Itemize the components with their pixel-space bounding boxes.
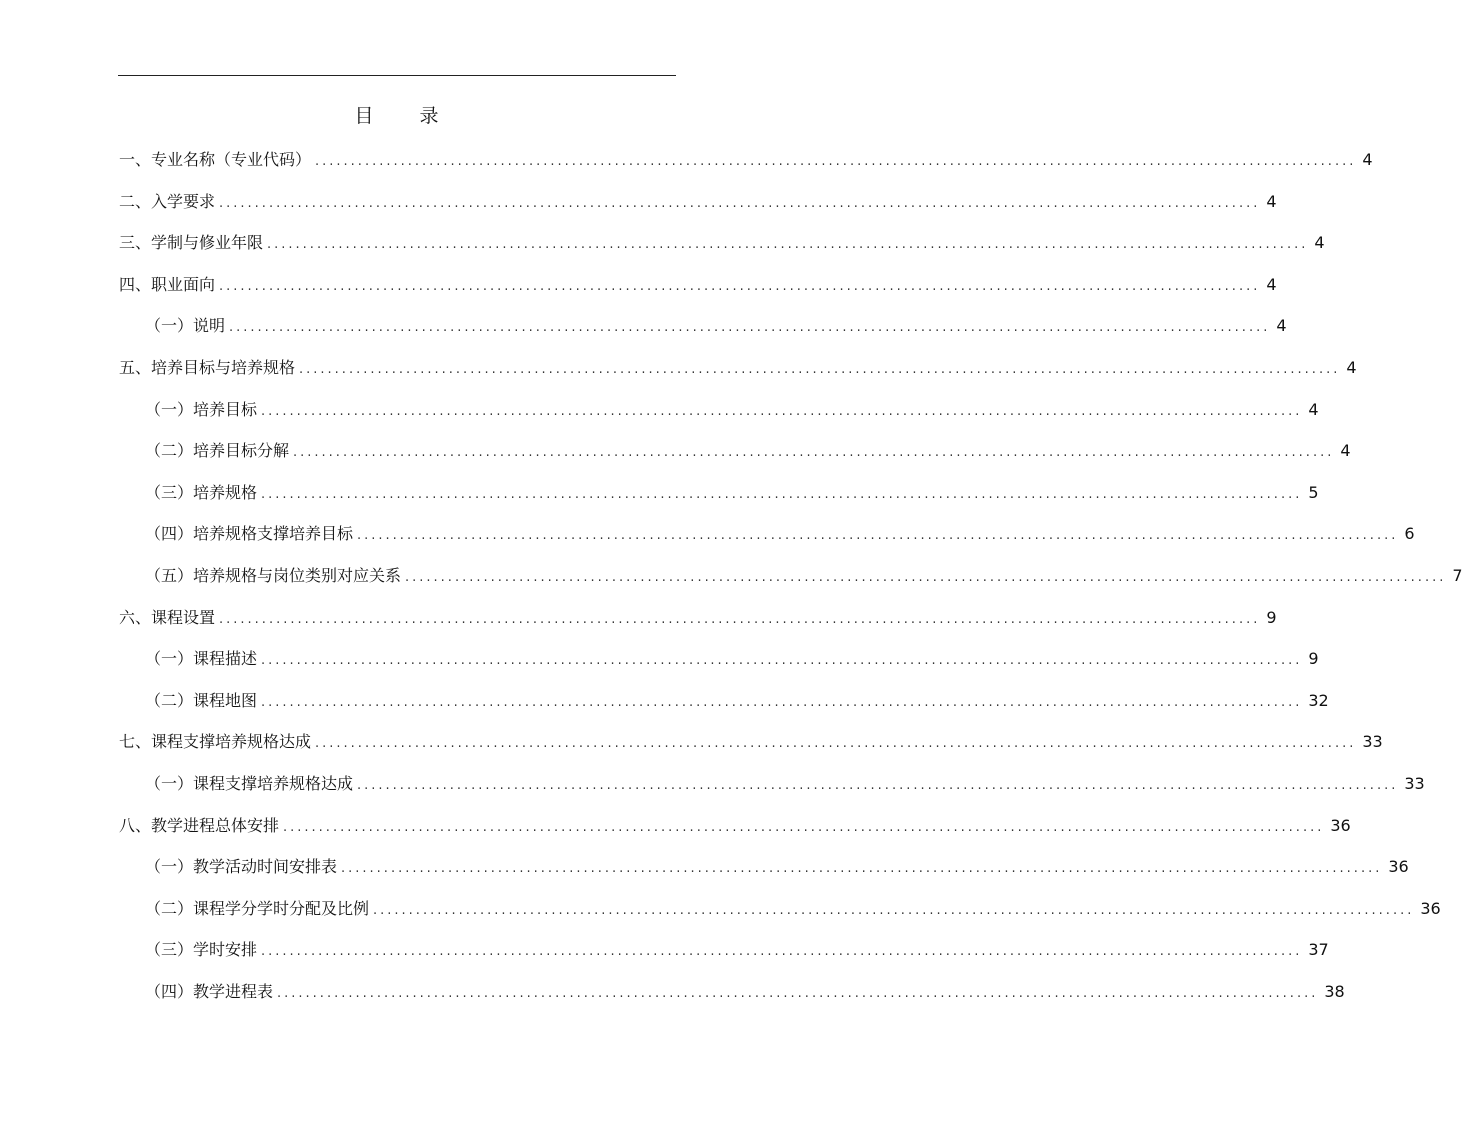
toc-entry-title: （三）学时安排 [145,940,258,960]
header-rule [118,75,676,76]
toc-entry[interactable] [145,894,1441,920]
toc-page-number: 36 [1388,857,1409,877]
toc-entry-title: （一）课程描述 [145,649,258,669]
toc-dot-leader: .................................................................................................................................................. [261,944,1303,960]
toc-entry-title: （五）培养规格与岗位类别对应关系 [145,566,402,585]
toc-entry[interactable] [119,187,1277,213]
toc-entry[interactable] [145,561,1463,587]
toc-entry-title: 七、课程支撑培养规格达成 [119,732,312,752]
toc-entry[interactable] [145,686,1329,712]
toc-entry[interactable] [145,395,1319,421]
toc-entry[interactable] [119,228,1325,254]
toc-page-number: 4 [1266,274,1277,294]
toc-entry-title: 五、培养目标与培养规格 [119,358,296,377]
toc-entry-title: （二）课程地图 [145,690,258,710]
toc-entry-title: （一）说明 [145,316,226,336]
toc-page-number: 32 [1308,690,1329,710]
toc-page-number: 5 [1308,482,1319,502]
toc-entry[interactable] [119,603,1277,629]
toc-dot-leader: .................................................................................................................................................. [219,611,1261,627]
toc-page-number: 4 [1340,441,1351,461]
toc-dot-leader: .................................................................................................................................................. [373,902,1415,918]
toc-dot-leader: .................................................................................................................................................. [261,486,1303,502]
toc-page-number: 33 [1362,732,1383,752]
toc-entry-title: （三）培养规格 [145,482,258,502]
toc-dot-leader: .................................................................................................................................................. [293,445,1335,461]
toc-entry-title: （一）培养目标 [145,399,258,419]
toc-page-number: 38 [1324,982,1345,1001]
toc-entry[interactable] [119,353,1357,379]
toc-dot-leader: .................................................................................................................................................. [219,195,1261,211]
toc-entry[interactable] [119,811,1351,837]
toc-dot-leader: .................................................................................................................................................. [341,861,1383,877]
toc-dot-leader: .................................................................................................................................................. [267,237,1309,253]
toc-dot-leader: .................................................................................................................................................. [261,653,1303,669]
toc-entry-title: （四）培养规格支撑培养目标 [145,524,354,544]
toc-page-number: 33 [1404,774,1425,793]
toc-entry[interactable] [145,644,1319,670]
toc-entry[interactable] [145,852,1409,878]
toc-entry-title: 四、职业面向 [119,274,216,294]
toc-page-number: 36 [1420,898,1441,918]
toc-dot-leader: .................................................................................................................................................. [405,570,1447,585]
toc-entry-title: 一、专业名称（专业代码） [119,150,312,169]
toc-page-number: 4 [1346,358,1357,377]
toc-dot-leader: .................................................................................................................................................. [261,694,1303,710]
toc-dot-leader: .................................................................................................................................................. [261,403,1303,419]
toc-entry[interactable] [145,977,1345,1003]
toc-entry[interactable] [145,311,1287,337]
toc-entry-title: 二、入学要求 [119,191,216,211]
toc-entry-title: （二）课程学分学时分配及比例 [145,898,370,918]
toc-entry[interactable] [145,519,1415,545]
toc-dot-leader: .................................................................................................................................................. [315,736,1357,752]
toc-dot-leader: .................................................................................................................................................. [219,278,1261,294]
toc-entry[interactable] [119,270,1277,296]
toc-page-number: 6 [1404,524,1415,544]
toc-page-number: 4 [1276,316,1287,336]
toc-page-number: 4 [1362,150,1373,169]
toc-entry[interactable] [119,727,1383,753]
toc-page-number: 7 [1452,566,1463,585]
toc-page-number: 4 [1314,233,1325,253]
toc-dot-leader: .................................................................................................................................................. [299,362,1341,377]
toc-page-number: 4 [1308,399,1319,419]
toc-entry[interactable] [145,436,1351,462]
toc-page-number: 9 [1308,649,1319,669]
toc-entry-title: 三、学制与修业年限 [119,233,264,253]
toc-entry-title: （二）培养目标分解 [145,441,290,461]
toc-dot-leader: .................................................................................................................................................. [229,320,1271,336]
toc-page-number: 37 [1308,940,1329,960]
toc-page-number: 36 [1330,815,1351,835]
toc-entry-title: 八、教学进程总体安排 [119,815,280,835]
toc-entry[interactable] [119,145,1373,171]
toc-dot-leader: .................................................................................................................................................. [315,154,1357,169]
toc-page-number: 4 [1266,191,1277,211]
toc-entry[interactable] [145,769,1425,795]
toc-dot-leader: .................................................................................................................................................. [283,819,1325,835]
toc-entry-title: （一）课程支撑培养规格达成 [145,774,354,793]
toc-entry[interactable] [145,935,1329,961]
toc-dot-leader: .................................................................................................................................................. [357,778,1399,793]
toc-dot-leader: .................................................................................................................................................. [277,986,1319,1001]
toc-entry-title: （四）教学进程表 [145,982,274,1001]
toc-entry-title: （一）教学活动时间安排表 [145,857,338,877]
toc-title: 目 录 [354,105,459,127]
toc-entry[interactable] [145,478,1319,504]
toc-entry-title: 六、课程设置 [119,607,216,627]
toc-page-number: 9 [1266,607,1277,627]
toc-dot-leader: .................................................................................................................................................. [357,528,1399,544]
